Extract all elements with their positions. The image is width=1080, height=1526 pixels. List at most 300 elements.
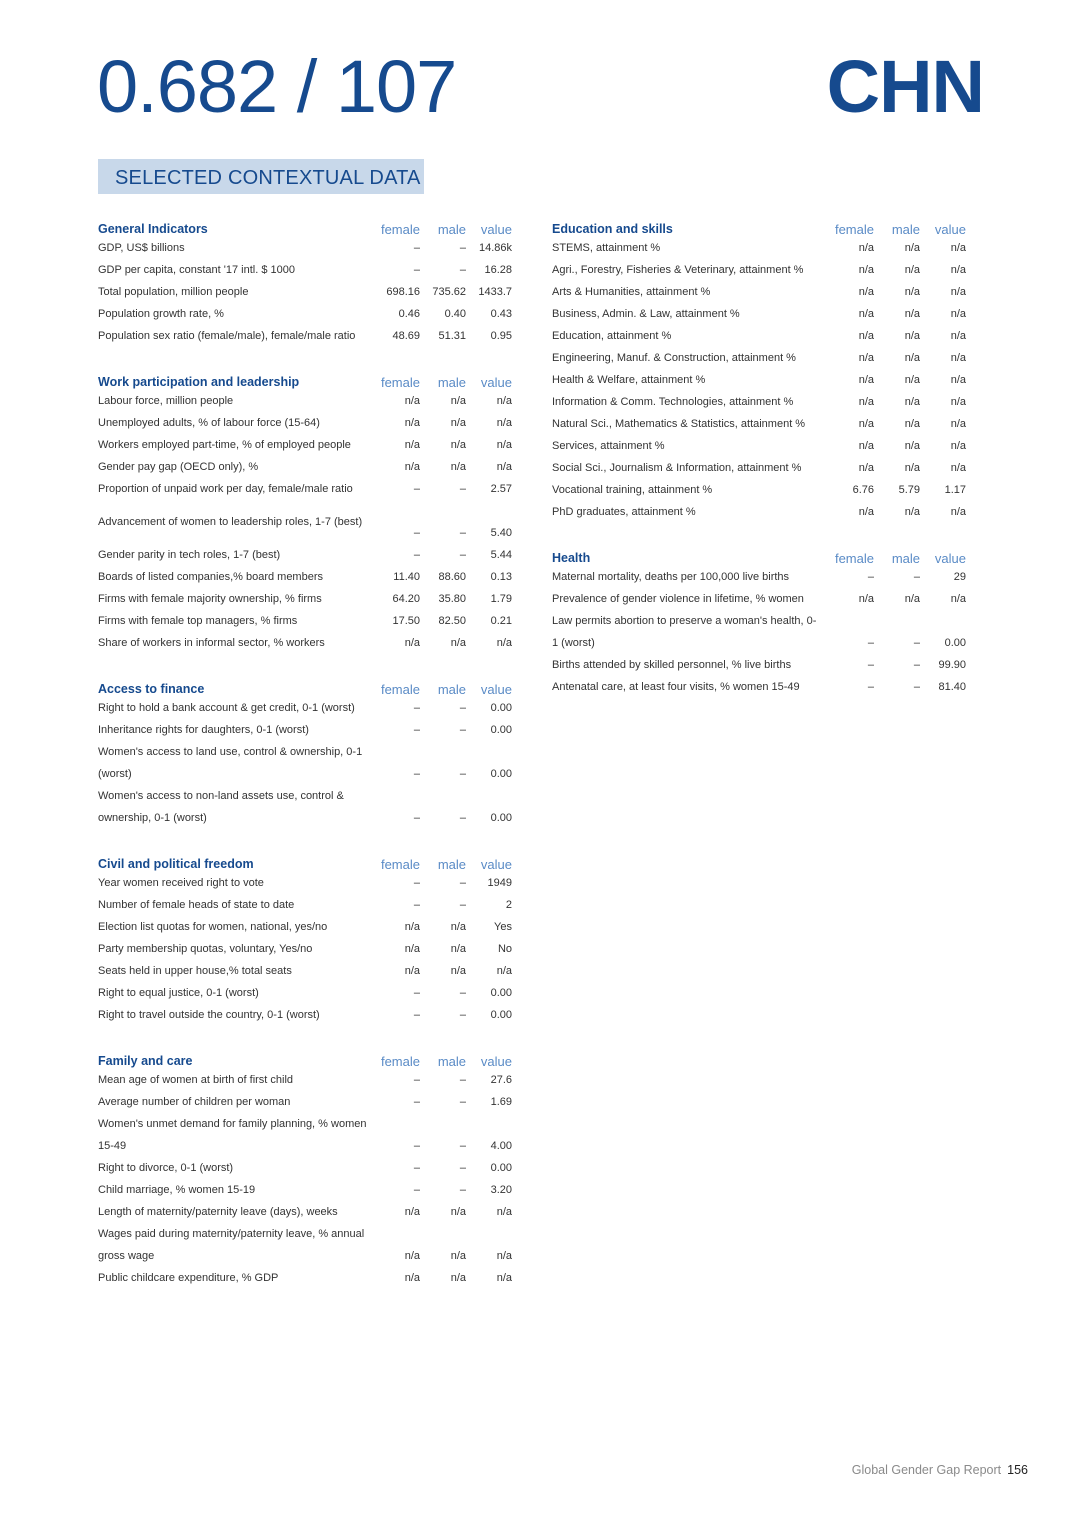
male-value: – [459, 1074, 466, 1086]
table-row [552, 413, 966, 435]
female-value: – [413, 483, 420, 495]
female-value: n/a [404, 1272, 420, 1284]
table-row [552, 588, 966, 610]
table-row [98, 237, 512, 259]
male-value: – [459, 877, 466, 889]
male-value: n/a [450, 921, 466, 933]
indicator-label: Share of workers in informal sector, % workers [98, 637, 325, 649]
female-value: – [413, 242, 420, 254]
indicator-value: n/a [950, 440, 966, 452]
male-value: – [459, 724, 466, 736]
male-value: – [459, 1140, 466, 1152]
table-row [552, 369, 966, 391]
indicator-value: 16.28 [484, 264, 512, 276]
indicator-label: Right to hold a bank account & get credit, 0-1 (worst) [98, 702, 355, 714]
male-value: – [459, 1096, 466, 1108]
female-value: n/a [858, 462, 874, 474]
table-row [98, 938, 512, 960]
table-row [552, 259, 966, 281]
section-banner [98, 159, 424, 194]
indicator-value: 1.79 [490, 593, 512, 605]
indicator-label: Gender parity in tech roles, 1-7 (best) [98, 549, 281, 561]
male-column-header: male [891, 222, 920, 237]
female-value: n/a [404, 1206, 420, 1218]
female-value: 0.46 [398, 308, 420, 320]
female-value: – [413, 899, 420, 911]
male-value: n/a [450, 943, 466, 955]
female-value: – [413, 527, 420, 539]
table-row [552, 281, 966, 303]
indicator-value: n/a [496, 417, 512, 429]
table-row [98, 588, 512, 610]
indicator-value: 0.00 [490, 1162, 512, 1174]
male-column-header: male [891, 551, 920, 566]
section-title: Work participation and leadership [98, 375, 300, 389]
indicator-label: Advancement of women to leadership roles, 1-7 (best) [98, 516, 363, 528]
table-row [98, 1091, 512, 1113]
female-value: n/a [858, 264, 874, 276]
indicator-label: PhD graduates, attainment % [552, 506, 696, 518]
indicator-section [552, 544, 966, 698]
table-row [552, 654, 966, 676]
indicator-value: 81.40 [938, 681, 966, 693]
female-value: – [413, 264, 420, 276]
table-row [98, 1004, 512, 1026]
table-row [98, 1201, 512, 1223]
female-value: n/a [858, 506, 874, 518]
female-value: 11.40 [393, 571, 420, 583]
male-value: n/a [904, 374, 920, 386]
indicator-label: Public childcare expenditure, % GDP [98, 1272, 279, 1284]
table-row [552, 347, 966, 369]
indicator-value: 0.43 [490, 308, 512, 320]
indicator-section [98, 368, 512, 654]
table-row [98, 456, 512, 478]
section-header [98, 1047, 512, 1069]
table-row [552, 435, 966, 457]
indicator-value: 0.00 [490, 702, 512, 714]
male-value: – [459, 812, 466, 824]
indicator-value: 0.13 [490, 571, 512, 583]
value-column-header: value [480, 857, 512, 872]
female-value: n/a [858, 440, 874, 452]
female-value: – [867, 637, 874, 649]
table-row [552, 676, 966, 698]
male-value: n/a [450, 461, 466, 473]
indicator-label: Services, attainment % [552, 440, 665, 452]
indicator-value: n/a [496, 965, 512, 977]
female-value: n/a [404, 921, 420, 933]
section-header [98, 675, 512, 697]
indicator-label: Election list quotas for women, national, yes/no [98, 921, 328, 933]
male-value: – [459, 242, 466, 254]
table-row [98, 259, 512, 281]
male-value: – [459, 1162, 466, 1174]
male-column-header: male [437, 1054, 466, 1069]
male-value: – [913, 659, 920, 671]
indicator-value: 29 [953, 571, 966, 583]
indicator-value: 1433.7 [478, 286, 512, 298]
female-value: n/a [404, 1250, 420, 1262]
indicator-section [98, 1047, 512, 1289]
male-column-header: male [437, 222, 466, 237]
female-value: – [867, 659, 874, 671]
table-row [98, 1179, 512, 1201]
indicator-label: Population growth rate, % [98, 308, 224, 320]
male-value: n/a [904, 506, 920, 518]
indicator-label: Women's access to land use, control & ownership, 0-1 (worst) [98, 746, 363, 780]
female-column-header: female [834, 551, 874, 566]
report-name: Global Gender Gap Report [851, 1463, 1002, 1477]
indicator-label: Length of maternity/paternity leave (days), weeks [98, 1206, 338, 1218]
table-row [98, 566, 512, 588]
section-header [552, 215, 966, 237]
indicator-section [98, 850, 512, 1026]
male-value: – [459, 1009, 466, 1021]
indicator-label: Wages paid during maternity/paternity leave, % annual gross wage [98, 1228, 365, 1262]
value-column-header: value [480, 375, 512, 390]
male-value: n/a [904, 330, 920, 342]
indicator-label: Average number of children per woman [98, 1096, 291, 1108]
table-row [552, 479, 966, 501]
table-row [98, 719, 512, 741]
female-column-header: female [380, 222, 420, 237]
table-row [98, 741, 512, 785]
section-title: Health [552, 551, 591, 565]
table-row [98, 500, 512, 544]
female-value: n/a [404, 965, 420, 977]
section-header [552, 544, 966, 566]
male-value: n/a [904, 264, 920, 276]
indicator-value: 0.00 [490, 812, 512, 824]
indicator-value: n/a [950, 418, 966, 430]
indicator-value: 0.00 [490, 987, 512, 999]
indicator-value: n/a [496, 637, 512, 649]
section-title: Family and care [98, 1054, 193, 1068]
table-row [98, 894, 512, 916]
female-value: – [413, 724, 420, 736]
table-row [552, 457, 966, 479]
indicator-label: Engineering, Manuf. & Construction, attainment % [552, 352, 796, 364]
male-value: – [913, 681, 920, 693]
table-row [98, 1157, 512, 1179]
section-header [98, 850, 512, 872]
section-title: General Indicators [98, 222, 208, 236]
indicator-value: n/a [950, 396, 966, 408]
indicator-label: Population sex ratio (female/male), female/male ratio [98, 330, 356, 342]
female-value: – [413, 1074, 420, 1086]
indicator-value: 0.00 [490, 1009, 512, 1021]
male-value: n/a [450, 395, 466, 407]
indicator-label: Law permits abortion to preserve a woman's health, 0-1 (worst) [552, 615, 817, 649]
indicator-value: n/a [950, 264, 966, 276]
male-value: 0.40 [444, 308, 466, 320]
section-title: Education and skills [552, 222, 673, 236]
male-value: n/a [904, 396, 920, 408]
indicator-value: n/a [950, 330, 966, 342]
male-column-header: male [437, 857, 466, 872]
indicator-value: 0.21 [490, 615, 512, 627]
table-row [98, 1223, 512, 1267]
female-value: n/a [858, 352, 874, 364]
indicator-label: Mean age of women at birth of first child [98, 1074, 294, 1086]
table-row [98, 1113, 512, 1157]
table-row [552, 303, 966, 325]
female-value: – [867, 571, 874, 583]
female-value: 48.69 [392, 330, 420, 342]
indicator-section [98, 215, 512, 347]
indicator-value: 1.17 [944, 484, 966, 496]
indicator-value: n/a [950, 593, 966, 605]
value-column-header: value [934, 222, 966, 237]
indicator-label: Proportion of unpaid work per day, female/male ratio [98, 483, 353, 495]
overall-score: 0.682 / 107 [97, 45, 457, 128]
male-value: 5.79 [898, 484, 920, 496]
indicator-label: Natural Sci., Mathematics & Statistics, attainment % [552, 418, 806, 430]
male-value: 88.60 [438, 571, 466, 583]
banner-label: SELECTED CONTEXTUAL DATA [115, 167, 421, 189]
indicator-label: Year women received right to vote [98, 877, 264, 889]
female-value: – [413, 812, 420, 824]
female-value: n/a [858, 242, 874, 254]
right-column [552, 215, 966, 719]
male-value: – [913, 637, 920, 649]
female-value: – [413, 549, 420, 561]
indicator-section [552, 215, 966, 523]
indicator-value: 1.69 [490, 1096, 512, 1108]
table-row [98, 697, 512, 719]
male-value: n/a [904, 352, 920, 364]
male-value: – [459, 549, 466, 561]
male-value: n/a [450, 1206, 466, 1218]
male-value: 51.31 [438, 330, 466, 342]
female-value: 17.50 [392, 615, 420, 627]
female-value: n/a [858, 396, 874, 408]
indicator-label: Social Sci., Journalism & Information, attainment % [552, 462, 802, 474]
male-value: n/a [450, 965, 466, 977]
female-column-header: female [380, 1054, 420, 1069]
table-row [98, 632, 512, 654]
table-row [98, 916, 512, 938]
female-value: n/a [858, 330, 874, 342]
indicator-label: Seats held in upper house,% total seats [98, 965, 292, 977]
indicator-label: Child marriage, % women 15-19 [98, 1184, 256, 1196]
male-value: 35.80 [438, 593, 466, 605]
indicator-value: n/a [496, 1206, 512, 1218]
indicator-label: GDP per capita, constant '17 intl. $ 1000 [98, 264, 295, 276]
value-column-header: value [480, 682, 512, 697]
female-value: n/a [404, 461, 420, 473]
male-value: – [913, 571, 920, 583]
female-value: 64.20 [392, 593, 420, 605]
indicator-value: Yes [494, 921, 512, 933]
female-value: 698.16 [386, 286, 420, 298]
indicator-value: n/a [950, 242, 966, 254]
male-value: n/a [904, 286, 920, 298]
indicator-label: Prevalence of gender violence in lifetime, % women [552, 593, 804, 605]
female-value: n/a [858, 286, 874, 298]
section-header [98, 215, 512, 237]
male-value: n/a [450, 637, 466, 649]
male-value: – [459, 264, 466, 276]
indicator-label: Antenatal care, at least four visits, % women 15-49 [552, 681, 800, 693]
male-column-header: male [437, 375, 466, 390]
section-header [98, 368, 512, 390]
female-column-header: female [834, 222, 874, 237]
male-value: – [459, 768, 466, 780]
indicator-value: 5.40 [490, 527, 512, 539]
indicator-label: Workers employed part-time, % of employed people [98, 439, 351, 451]
table-row [552, 566, 966, 588]
table-row [98, 872, 512, 894]
table-row [98, 325, 512, 347]
country-code: CHN [826, 45, 984, 128]
table-row [98, 390, 512, 412]
indicator-value: 5.44 [490, 549, 512, 561]
section-title: Civil and political freedom [98, 857, 254, 871]
male-value: – [459, 483, 466, 495]
female-value: n/a [404, 637, 420, 649]
indicator-label: Maternal mortality, deaths per 100,000 live births [552, 571, 790, 583]
indicator-label: Women's unmet demand for family planning, % women 15-49 [98, 1118, 367, 1152]
female-value: – [413, 1140, 420, 1152]
male-value: – [459, 527, 466, 539]
indicator-value: 4.00 [490, 1140, 512, 1152]
female-column-header: female [380, 375, 420, 390]
value-column-header: value [934, 551, 966, 566]
indicator-label: GDP, US$ billions [98, 242, 185, 254]
indicator-value: n/a [950, 286, 966, 298]
page-footer [852, 1463, 1028, 1477]
male-value: n/a [904, 462, 920, 474]
female-value: n/a [858, 308, 874, 320]
indicator-label: Right to equal justice, 0-1 (worst) [98, 987, 259, 999]
indicator-label: STEMS, attainment % [552, 242, 661, 254]
indicator-value: 14.86k [478, 242, 512, 254]
male-value: 82.50 [438, 615, 466, 627]
table-row [98, 960, 512, 982]
indicator-label: Gender pay gap (OECD only), % [98, 461, 259, 473]
indicator-value: 2.57 [490, 483, 512, 495]
male-value: n/a [904, 593, 920, 605]
indicator-value: n/a [496, 439, 512, 451]
indicator-label: Unemployed adults, % of labour force (15-64) [98, 417, 320, 429]
indicator-label: Women's access to non-land assets use, control & ownership, 0-1 (worst) [98, 790, 344, 824]
indicator-value: 0.00 [490, 768, 512, 780]
indicator-label: Agri., Forestry, Fisheries & Veterinary, attainment % [552, 264, 804, 276]
table-row [98, 785, 512, 829]
indicator-label: Births attended by skilled personnel, % live births [552, 659, 792, 671]
female-value: n/a [404, 439, 420, 451]
indicator-label: Vocational training, attainment % [552, 484, 713, 496]
indicator-label: Right to divorce, 0-1 (worst) [98, 1162, 234, 1174]
female-value: n/a [858, 374, 874, 386]
table-row [98, 303, 512, 325]
table-row [98, 610, 512, 632]
male-value: – [459, 987, 466, 999]
indicator-label: Business, Admin. & Law, attainment % [552, 308, 740, 320]
indicator-value: 99.90 [938, 659, 966, 671]
indicator-value: 1949 [487, 877, 512, 889]
indicator-label: Firms with female top managers, % firms [98, 615, 298, 627]
table-row [98, 281, 512, 303]
table-row [552, 501, 966, 523]
male-value: 735.62 [432, 286, 466, 298]
male-column-header: male [437, 682, 466, 697]
indicator-value: n/a [496, 461, 512, 473]
indicator-label: Education, attainment % [552, 330, 672, 342]
left-column [98, 215, 512, 1310]
male-value: n/a [904, 440, 920, 452]
male-value: n/a [450, 1250, 466, 1262]
indicator-value: n/a [496, 1250, 512, 1262]
indicator-label: Boards of listed companies,% board members [98, 571, 323, 583]
indicator-label: Party membership quotas, voluntary, Yes/no [98, 943, 313, 955]
indicator-label: Right to travel outside the country, 0-1 (worst) [98, 1009, 320, 1021]
indicator-value: 0.00 [490, 724, 512, 736]
indicator-value: 27.6 [490, 1074, 512, 1086]
table-row [98, 982, 512, 1004]
indicator-value: n/a [950, 374, 966, 386]
female-value: – [413, 1009, 420, 1021]
female-value: – [867, 681, 874, 693]
table-row [98, 412, 512, 434]
male-value: n/a [904, 418, 920, 430]
table-row [98, 544, 512, 566]
indicator-value: n/a [950, 352, 966, 364]
indicator-value: No [497, 943, 512, 955]
indicator-label: Inheritance rights for daughters, 0-1 (worst) [98, 724, 309, 736]
indicator-value: 2 [505, 899, 512, 911]
table-row [552, 237, 966, 259]
table-row [98, 478, 512, 500]
male-value: n/a [450, 1272, 466, 1284]
female-value: n/a [858, 593, 874, 605]
female-value: – [413, 702, 420, 714]
indicator-label: Firms with female majority ownership, % firms [98, 593, 322, 605]
indicator-value: n/a [950, 462, 966, 474]
table-row [98, 1069, 512, 1091]
indicator-label: Health & Welfare, attainment % [552, 374, 706, 386]
table-row [552, 391, 966, 413]
indicator-value: n/a [950, 308, 966, 320]
indicator-label: Number of female heads of state to date [98, 899, 295, 911]
indicator-label: Labour force, million people [98, 395, 234, 407]
female-value: n/a [404, 943, 420, 955]
indicator-value: 0.00 [944, 637, 966, 649]
female-value: – [413, 877, 420, 889]
indicator-label: Information & Comm. Technologies, attainment % [552, 396, 794, 408]
table-row [552, 325, 966, 347]
page-number: 156 [1007, 1463, 1028, 1477]
male-value: n/a [904, 242, 920, 254]
female-value: n/a [404, 395, 420, 407]
female-value: – [413, 1184, 420, 1196]
male-value: n/a [450, 417, 466, 429]
table-row [552, 610, 966, 654]
table-row [98, 434, 512, 456]
female-column-header: female [380, 682, 420, 697]
value-column-header: value [480, 222, 512, 237]
male-value: – [459, 702, 466, 714]
section-title: Access to finance [98, 682, 205, 696]
indicator-value: n/a [950, 506, 966, 518]
female-value: n/a [858, 418, 874, 430]
male-value: – [459, 1184, 466, 1196]
female-value: – [413, 768, 420, 780]
female-value: – [413, 1096, 420, 1108]
female-value: – [413, 987, 420, 999]
